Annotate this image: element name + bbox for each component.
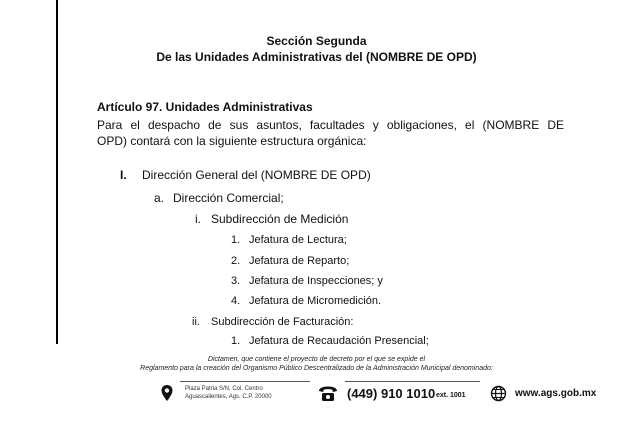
article-paragraph-line-1: Para el despacho de sus asuntos, facultades y obligaciones, el (NOMBRE DE bbox=[97, 118, 564, 132]
outline-level3b-text: Subdirección de Facturación: bbox=[211, 316, 354, 328]
list-item-number: 1. bbox=[231, 234, 241, 246]
list-item-text: Jefatura de Reparto; bbox=[249, 255, 350, 267]
outline-level3b-marker: ii. bbox=[192, 316, 200, 328]
footer-website: www.ags.gob.mx bbox=[515, 388, 597, 399]
outline-level2-text: Dirección Comercial; bbox=[173, 191, 284, 205]
outline-level1-marker: I. bbox=[120, 168, 127, 182]
footer-address-line-1: Plaza Patria S/N, Col. Centro bbox=[185, 386, 263, 392]
outline-level3a-text: Subdirección de Medición bbox=[211, 212, 349, 226]
footer-address-line-2: Aguascalientes, Ags. C.P. 20000 bbox=[185, 394, 272, 400]
list-item-text: Jefatura de Lectura; bbox=[249, 234, 347, 246]
footer-dictamen-line-1: Dictamen, que contiene el proyecto de decreto por el que se expide el bbox=[207, 356, 426, 363]
list-item-number: 2. bbox=[231, 255, 241, 267]
telephone-icon bbox=[317, 385, 339, 402]
list-item-number: 3. bbox=[231, 275, 241, 287]
footer-phone: (449) 910 1010 bbox=[347, 386, 436, 401]
list-item-text: Jefatura de Micromedición. bbox=[249, 295, 382, 307]
footer-phone-extension: ext. 1001 bbox=[436, 392, 466, 399]
globe-icon bbox=[490, 385, 507, 402]
article-heading: Artículo 97. Unidades Administrativas bbox=[97, 100, 313, 114]
section-title: Sección Segunda bbox=[266, 34, 367, 48]
location-pin-icon bbox=[160, 384, 174, 402]
outline-level3a-marker: i. bbox=[195, 212, 201, 226]
list-item-number: 1. bbox=[231, 335, 241, 347]
list-item-text: Jefatura de Recaudación Presencial; bbox=[249, 335, 429, 347]
outline-level2-marker: a. bbox=[154, 191, 165, 205]
footer-divider-left bbox=[180, 381, 310, 382]
section-subtitle: De las Unidades Administrativas del (NOMBRE DE OPD) bbox=[156, 50, 477, 64]
outline-level1-text: Dirección General del (NOMBRE DE OPD) bbox=[142, 168, 371, 182]
footer-dictamen-line-2: Reglamento para la creación del Organismo Público Descentralizado de la Administración Municipal denominado: bbox=[140, 365, 493, 372]
footer-divider-right bbox=[345, 381, 480, 382]
list-item-text: Jefatura de Inspecciones; y bbox=[249, 275, 383, 287]
article-paragraph-line-2: OPD) contará con la siguiente estructura orgánica: bbox=[97, 134, 367, 148]
list-item-number: 4. bbox=[231, 295, 241, 307]
